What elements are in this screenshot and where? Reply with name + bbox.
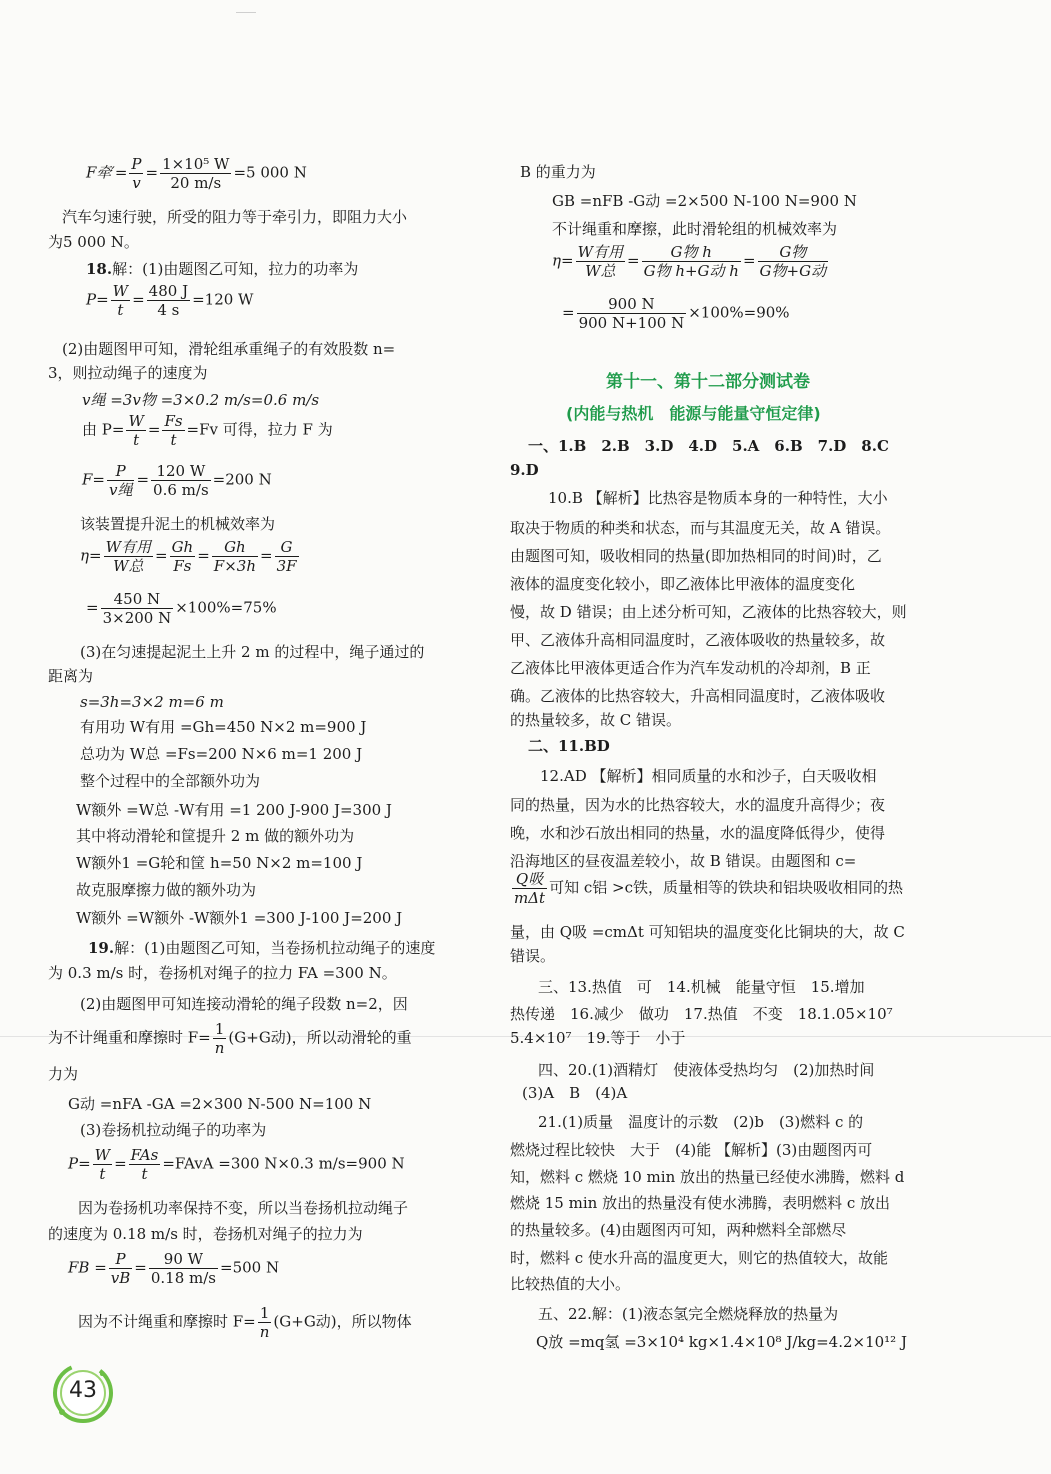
q10-line: 10.B 【解析】比热容是物质本身的一种特性，大小 xyxy=(548,489,888,507)
q12-line: 同的热量，因为水的比热容较大，水的温度升高得少；夜 xyxy=(510,796,886,814)
equation-force-relation: 为不计绳重和摩擦时 F= $\frac{1}{n}$ (G+G动)，所以动滑轮的重 xyxy=(48,1020,412,1057)
q10-line: 确。乙液体的比热容较大，升高相同温度时，乙液体吸收 xyxy=(510,687,886,705)
text-line: 汽车匀速行驶，所受的阻力等于牵引力，即阻力大小 xyxy=(62,208,408,226)
equation-force-relation-2: 因为不计绳重和摩擦时 F= $\frac{1}{n}$ (G+G动)，所以物体 xyxy=(78,1304,412,1341)
text-line: 其中将动滑轮和筐提升 2 m 做的额外功为 xyxy=(76,827,355,845)
text-line: (2)由题图甲可知连接动滑轮的绳子段数 n=2，因 xyxy=(80,995,408,1013)
q12-line-fraction: $\frac{\text{Q吸}}{\text{mΔt}}$ 可知 c铝 >c铁，质量相等的铁块和铝块吸收相同的热 xyxy=(514,870,904,907)
equation-power: P= $\frac{W}{t}$ = $\frac{480 J}{4 s}$ =120 W xyxy=(86,282,254,319)
answers-part-1-cont: 9.D xyxy=(510,461,539,479)
section-title: 第十一、第十二部分测试卷 xyxy=(606,372,810,392)
text-line: 因为卷扬机功率保持不变，所以当卷扬机拉动绳子 xyxy=(78,1199,409,1217)
text-line: 的速度为 0.18 m/s 时，卷扬机对绳子的拉力为 xyxy=(48,1225,363,1243)
section-subtitle: (内能与热机 能源与能量守恒定律) xyxy=(566,404,821,423)
question-19-heading: 19.解：(1)由题图乙可知，当卷扬机拉动绳子的速度 xyxy=(88,939,436,957)
answers-part-5: 五、22.解：(1)液态氢完全燃烧释放的热量为 xyxy=(538,1305,839,1323)
q12-line: 错误。 xyxy=(510,947,556,965)
equation-weight-b: GB =nFB -G动 =2×500 N-100 N=900 N xyxy=(552,192,857,210)
text-line: (3)卷扬机拉动绳子的功率为 xyxy=(80,1121,267,1139)
text-line: B 的重力为 xyxy=(520,163,596,181)
text-line: 3，则拉动绳子的速度为 xyxy=(48,364,208,382)
q21-line: 比较热值的大小。 xyxy=(510,1275,631,1293)
answers-part-3: 5.4×10⁷ 19.等于 小于 xyxy=(510,1029,686,1047)
equation-efficiency: η= $\frac{\text{W有用}}{\text{W总}}$ = $\frac{Gh}{Fs}$ = $\frac{Gh}{F\times 3h}$ = $\frac{G}{3F}$ xyxy=(80,538,297,575)
scan-mark-top xyxy=(236,12,256,13)
text-line: 有用功 W有用 =Gh=450 N×2 m=900 J xyxy=(80,718,367,736)
text-line: (3)在匀速提起泥土上升 2 m 的过程中，绳子通过的 xyxy=(80,643,425,661)
equation-winch-power: P= $\frac{W}{t}$ = $\frac{\text{FAs}}{t}$ =FAvA =300 N×0.3 m/s=900 N xyxy=(68,1146,405,1183)
answers-part-4: (3)A B (4)A xyxy=(522,1084,628,1102)
equation-rope-speed: v绳 =3v物 =3×0.2 m/s=0.6 m/s xyxy=(82,391,320,409)
page-number: 43 xyxy=(69,1378,97,1403)
text-line: 该装置提升泥土的机械效率为 xyxy=(80,515,276,533)
q21-line: 燃烧 15 min 放出的热量没有使水沸腾，表明燃料 c 放出 xyxy=(510,1194,891,1212)
equation-heat-released: Q放 =mq氢 =3×10⁴ kg×1.4×10⁸ J/kg=4.2×10¹² J xyxy=(536,1333,907,1351)
answers-part-1: 一、1.B 2.B 3.D 4.D 5.A 6.B 7.D 8.C xyxy=(528,437,889,455)
q10-line: 的热量较多，故 C 错误。 xyxy=(510,711,682,729)
question-18-heading: 18.解：(1)由题图乙可知，拉力的功率为 xyxy=(86,260,359,278)
q21-line: 时，燃料 c 使水升高的温度更大，则它的热值较大，故能 xyxy=(510,1249,888,1267)
q10-line: 乙液体比甲液体更适合作为汽车发动机的冷却剂，B 正 xyxy=(510,659,871,677)
equation-traction-force: F牵′= $\frac{P}{v}$ = $\frac{\text{1×10⁵ W}}{20 m/s}$ =5 000 N xyxy=(86,155,307,192)
text-line: 力为 xyxy=(48,1065,79,1083)
answers-part-3: 三、13.热值 可 14.机械 能量守恒 15.增加 xyxy=(538,978,865,996)
answers-part-4: 四、20.(1)酒精灯 使液体受热均匀 (2)加热时间 xyxy=(538,1061,875,1079)
answers-part-3: 热传递 16.减少 做功 17.热值 不变 18.1.05×10⁷ xyxy=(510,1005,893,1023)
q21-line: 21.(1)质量 温度计的示数 (2)b (3)燃料 c 的 xyxy=(538,1113,864,1131)
q10-line: 液体的温度变化较小，即乙液体比甲液体的温度变化 xyxy=(510,575,856,593)
text-line: W额外1 =G轮和筐 h=50 N×2 m=100 J xyxy=(76,854,363,872)
q10-line: 由题图可知，吸收相同的热量(即加热相同的时间)时，乙 xyxy=(510,547,882,565)
text-line: 整个过程中的全部额外功为 xyxy=(80,772,261,790)
equation-efficiency-b-result: = $\frac{900 N}{900 N+100 N}$ ×100%=90% xyxy=(562,295,790,332)
q12-line: 沿海地区的昼夜温差较小，故 B 错误。由题图和 c= xyxy=(510,852,857,870)
q21-line: 的热量较多。(4)由题图丙可知，两种燃料全部燃尽 xyxy=(510,1221,847,1239)
equation-pulley-weight: G动 =nFA -GA =2×300 N-500 N=100 N xyxy=(68,1095,372,1113)
text-line: (2)由题图甲可知，滑轮组承重绳子的有效股数 n= xyxy=(62,340,396,358)
equation-force-b: FB = $\frac{P}{vB}$ = $\frac{90 W}{0.18 m/s}$ =500 N xyxy=(68,1250,280,1287)
q21-line: 燃烧过程比较快 大于 (4)能 【解析】(3)由题图丙可 xyxy=(510,1141,873,1159)
equation-efficiency-result: = $\frac{450 N}{3\times 200 N}$ ×100%=75% xyxy=(86,590,277,627)
equation-distance: s=3h=3×2 m=6 m xyxy=(80,693,224,711)
q10-line: 甲、乙液体升高相同温度时，乙液体吸收的热量较多，故 xyxy=(510,631,886,649)
text-line: W额外 =W额外 -W额外1 =300 J-100 J=200 J xyxy=(76,909,403,927)
text-line: 故克服摩擦力做的额外功为 xyxy=(76,881,257,899)
text-line: 总功为 W总 =Fs=200 N×6 m=1 200 J xyxy=(80,745,363,763)
equation-pull-force: F= $\frac{P}{\text{v绳}}$ = $\frac{120 W}{0.6 m/s}$ =200 N xyxy=(82,462,272,499)
q10-line: 取决于物质的种类和状态，而与其温度无关，故 A 错误。 xyxy=(510,519,891,537)
q12-line: 12.AD 【解析】相同质量的水和沙子，白天吸收相 xyxy=(540,767,877,785)
text-line: 为 0.3 m/s 时，卷扬机对绳子的拉力 FA =300 N。 xyxy=(48,964,397,982)
q21-line: 知，燃料 c 燃烧 10 min 放出的热量已经使水沸腾，燃料 d xyxy=(510,1168,905,1186)
answers-part-2: 二、11.BD xyxy=(528,737,610,755)
q10-line: 慢，故 D 错误；由上述分析可知，乙液体的比热容较大，则 xyxy=(510,603,907,621)
equation-fv: 由 P= $\frac{W}{t}$ = $\frac{Fs}{t}$ =Fv 可得，拉力 F 为 xyxy=(82,412,333,449)
q12-line: 晚，水和沙石放出相同的热量，水的温度降低得少，使得 xyxy=(510,824,886,842)
text-line: 距离为 xyxy=(48,667,94,685)
text-line: 为5 000 N。 xyxy=(48,233,139,251)
equation-efficiency-b: η= $\frac{\text{W有用}}{\text{W总}}$ = $\frac{\text{G物 h}}{\text{G物 h+G动 h}}$ = $\frac{\text{G物}}{\text{G物+G动}}$ xyxy=(552,243,827,280)
text-line: W额外 =W总 -W有用 =1 200 J-900 J=300 J xyxy=(76,801,392,819)
text-line: 不计绳重和摩擦，此时滑轮组的机械效率为 xyxy=(552,220,838,238)
q12-line: 量，由 Q吸 =cmΔt 可知铝块的温度变化比铜块的大，故 C xyxy=(510,923,905,941)
